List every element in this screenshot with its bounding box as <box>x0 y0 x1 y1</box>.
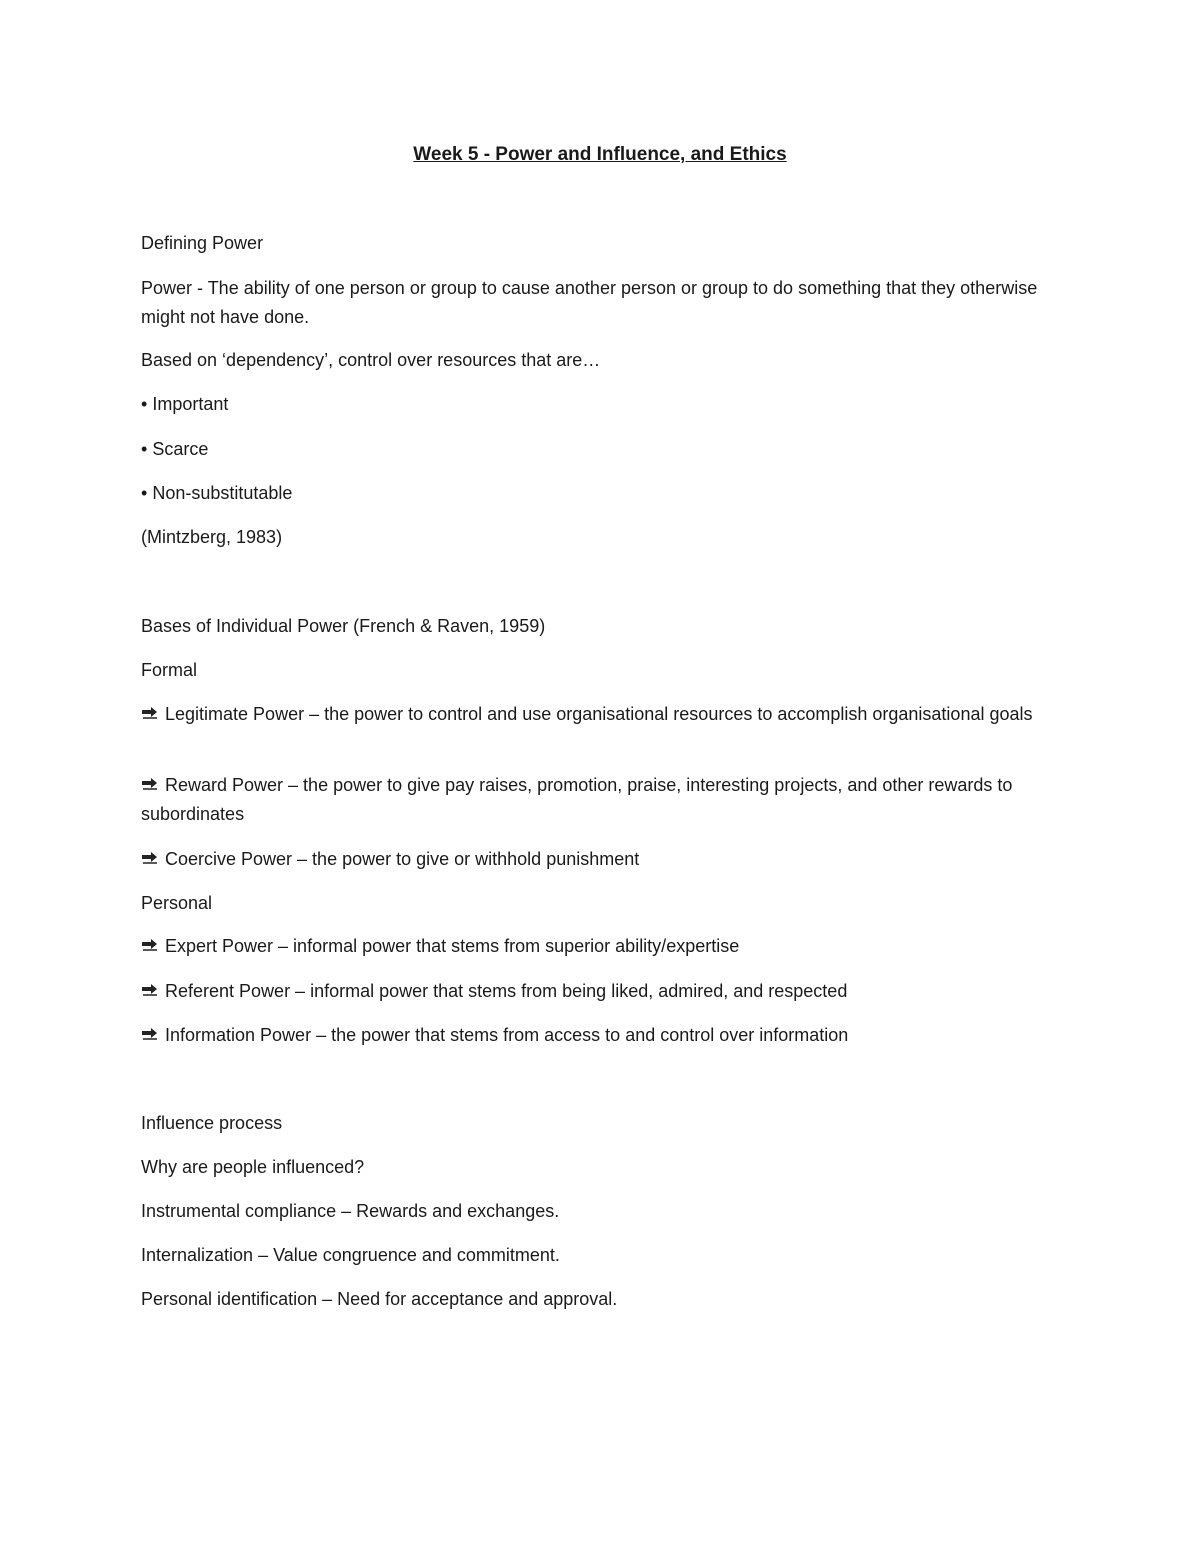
arrow-bullet-icon <box>141 1028 159 1040</box>
list-item-label: Information Power – the power that stems from access to and control over information <box>165 1025 849 1045</box>
list-item <box>141 845 639 874</box>
list-item <box>141 479 292 508</box>
subheading-formal: Formal <box>141 660 198 680</box>
arrow-bullet-icon <box>141 778 159 790</box>
page-title: Week 5 - Power and Influence, and Ethics <box>413 144 787 165</box>
section-heading-defining-power: Defining Power <box>141 233 264 253</box>
list-item-label: Important <box>152 394 229 414</box>
arrow-bullet-icon <box>141 707 159 719</box>
section-heading-bases: Bases of Individual Power (French & Raven, 1959) <box>141 616 546 636</box>
list-item-label: Expert Power – informal power that stems from superior ability/expertise <box>165 936 740 956</box>
list-item-label: Scarce <box>152 439 209 459</box>
list-item <box>141 700 1051 729</box>
influence-point: Personal identification – Need for acceptance and approval. <box>141 1289 618 1309</box>
list-item <box>141 390 228 419</box>
influence-point: Internalization – Value congruence and commitment. <box>141 1245 560 1265</box>
list-item <box>141 771 1051 829</box>
arrow-bullet-icon <box>141 984 159 996</box>
section-heading-influence: Influence process <box>141 1113 283 1133</box>
list-item-label: Legitimate Power – the power to control and use organisational resources to accomplish organisational goals <box>165 704 1033 724</box>
bullet-symbol: • <box>141 394 148 414</box>
list-item-label: Reward Power – the power to give pay raises, promotion, praise, interesting projects, and other rewards to subordinates <box>141 775 1013 824</box>
influence-question: Why are people influenced? <box>141 1157 365 1177</box>
bullet-symbol: • <box>141 439 148 459</box>
list-item-label: Coercive Power – the power to give or withhold punishment <box>165 849 640 869</box>
list-item <box>141 932 739 961</box>
arrow-bullet-icon <box>141 939 159 951</box>
subheading-personal: Personal <box>141 893 213 913</box>
arrow-bullet-icon <box>141 852 159 864</box>
citation: (Mintzberg, 1983) <box>141 527 283 547</box>
power-definition: Power - The ability of one person or group to cause another person or group to do something that they otherwise might not have done. <box>141 278 1038 327</box>
list-item <box>141 1021 848 1050</box>
list-item-label: Referent Power – informal power that stems from being liked, admired, and respected <box>165 981 848 1001</box>
influence-point: Instrumental compliance – Rewards and exchanges. <box>141 1201 560 1221</box>
bullet-symbol: • <box>141 483 148 503</box>
dependency-text: Based on ‘dependency’, control over resources that are… <box>141 350 601 370</box>
list-item-label: Non-substitutable <box>152 483 293 503</box>
list-item <box>141 435 208 464</box>
list-item <box>141 977 847 1006</box>
